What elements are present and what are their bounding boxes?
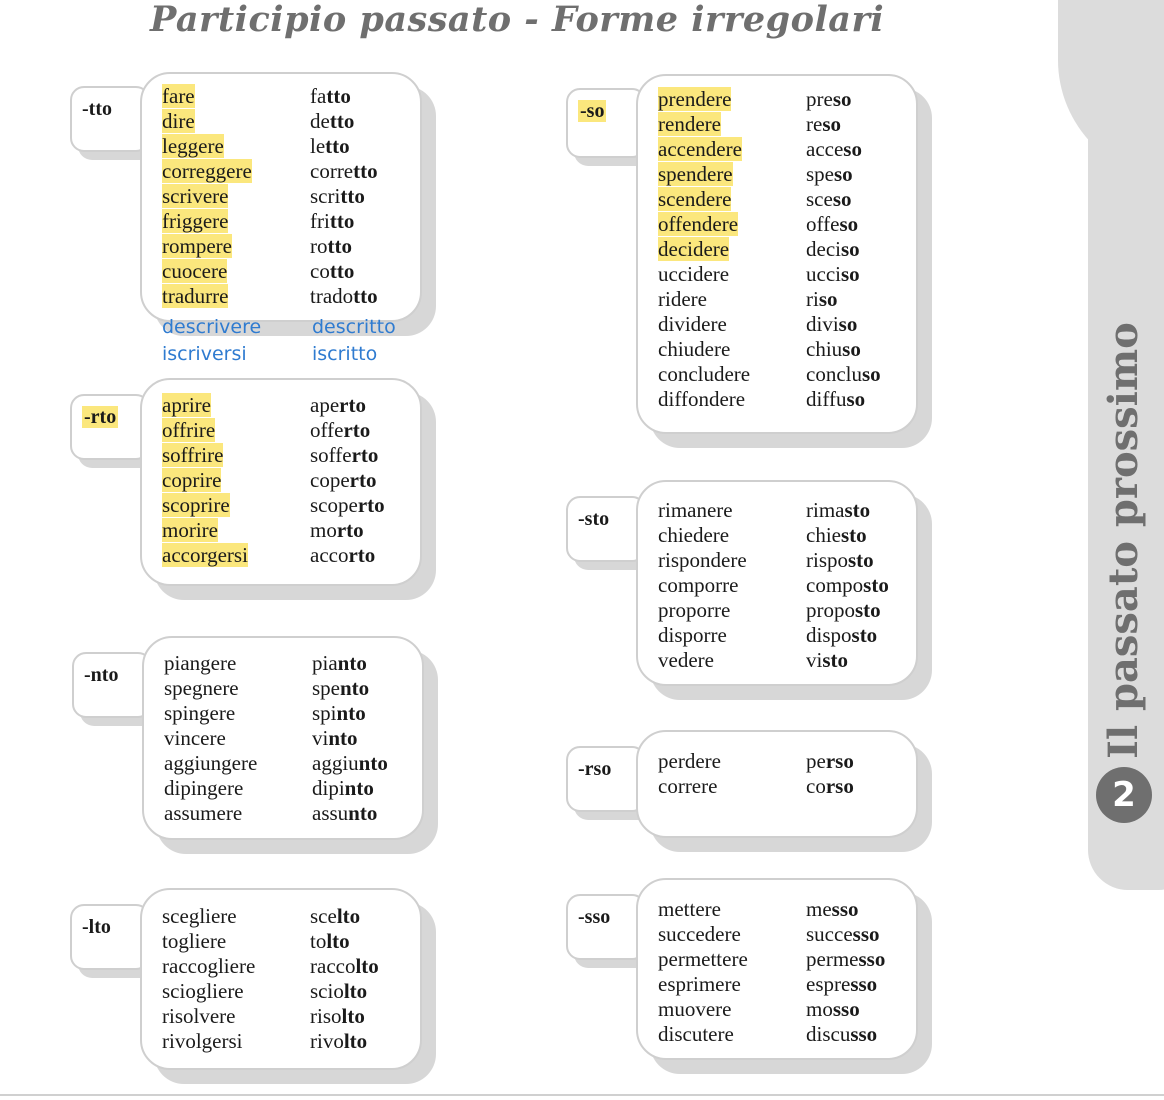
- infinitive: rispondere: [658, 548, 747, 572]
- participle: sceso: [806, 187, 852, 211]
- participle: chiuso: [806, 337, 861, 361]
- verb-list-rso: [658, 749, 854, 799]
- infinitive: comporre: [658, 573, 739, 597]
- verb-row: [162, 184, 378, 209]
- infinitive: dividere: [658, 312, 727, 336]
- infinitive: coprire: [162, 468, 222, 492]
- participle: pianto: [312, 651, 367, 675]
- chapter-label: Il passato prossimo: [1099, 321, 1147, 759]
- verb-row: [658, 287, 881, 312]
- verb-row: [164, 676, 388, 701]
- extra-verb-row: [162, 314, 396, 341]
- verb-row: [658, 262, 881, 287]
- group-label-sto: -sto: [566, 496, 646, 562]
- verb-row: [162, 159, 378, 184]
- infinitive: friggere: [162, 209, 229, 233]
- participle: vinto: [312, 726, 358, 750]
- participle: preso: [806, 87, 852, 111]
- verb-row: [164, 726, 388, 751]
- verb-row: [658, 187, 881, 212]
- participle: concluso: [806, 362, 881, 386]
- verb-row: [658, 212, 881, 237]
- verb-row: [164, 651, 388, 676]
- verb-list-so: [658, 87, 881, 412]
- infinitive: scoprire: [162, 493, 230, 517]
- verb-row: [164, 701, 388, 726]
- verb-row: [658, 312, 881, 337]
- participle: assunto: [312, 801, 378, 825]
- infinitive: cuocere: [162, 259, 228, 283]
- participle: scritto: [310, 184, 365, 208]
- participle: visto: [806, 648, 849, 672]
- verb-row: [162, 1029, 379, 1054]
- infinitive: tradurre: [162, 284, 229, 308]
- participle: proposto: [806, 598, 881, 622]
- infinitive: correre: [658, 774, 718, 798]
- group-label-rso: -rso: [566, 746, 646, 812]
- verb-row: [164, 751, 388, 776]
- infinitive: togliere: [162, 929, 227, 953]
- infinitive: fare: [162, 84, 195, 108]
- infinitive: offrire: [162, 418, 216, 442]
- verb-row: [162, 929, 379, 954]
- participle: corso: [806, 774, 854, 798]
- verb-row: [658, 997, 885, 1022]
- participle: rotto: [310, 234, 352, 258]
- participle: composto: [806, 573, 889, 597]
- participle: offerto: [310, 418, 371, 442]
- participle: diviso: [806, 312, 858, 336]
- participle: aperto: [310, 393, 366, 417]
- participle: rimasto: [806, 498, 871, 522]
- infinitive: perdere: [658, 749, 721, 773]
- infinitive: spingere: [164, 701, 236, 725]
- participle: sofferto: [310, 443, 379, 467]
- participle: risposto: [806, 548, 874, 572]
- participle: successo: [806, 922, 880, 946]
- group-label-so: -so: [566, 88, 646, 158]
- verb-row: [162, 284, 378, 309]
- verb-row: [658, 362, 881, 387]
- participle: accorto: [310, 543, 376, 567]
- infinitive: spendere: [658, 162, 733, 186]
- participle: perso: [806, 749, 854, 773]
- participle: tolto: [310, 929, 350, 953]
- verb-row: [162, 443, 385, 468]
- participle: discusso: [806, 1022, 878, 1046]
- participle: dipinto: [312, 776, 374, 800]
- verb-row: [658, 623, 889, 648]
- infinitive: vedere: [658, 648, 714, 672]
- participle: speso: [806, 162, 853, 186]
- verb-row: [162, 418, 385, 443]
- verb-list-tto: [162, 84, 378, 309]
- infinitive: leggere: [162, 134, 224, 158]
- participle: tradotto: [310, 284, 378, 308]
- verb-row: [658, 162, 881, 187]
- participle: chiesto: [806, 523, 867, 547]
- participle: fritto: [310, 209, 355, 233]
- verb-row: [162, 468, 385, 493]
- infinitive: rimanere: [658, 498, 733, 522]
- extra-verbs-tto: [162, 314, 396, 368]
- verb-row: [658, 498, 889, 523]
- participle: deciso: [806, 237, 860, 261]
- participle: acceso: [806, 137, 862, 161]
- infinitive: rompere: [162, 234, 232, 258]
- participle: descritto: [312, 316, 396, 338]
- participle: detto: [310, 109, 355, 133]
- verb-row: [658, 337, 881, 362]
- participle: morto: [310, 518, 364, 542]
- participle: ucciso: [806, 262, 860, 286]
- verb-row: [162, 979, 379, 1004]
- verb-row: [658, 87, 881, 112]
- infinitive: muovere: [658, 997, 732, 1021]
- participle: iscritto: [312, 343, 378, 365]
- infinitive: correggere: [162, 159, 252, 183]
- infinitive: accendere: [658, 137, 742, 161]
- participle: spinto: [312, 701, 366, 725]
- infinitive: aggiungere: [164, 751, 258, 775]
- verb-row: [162, 134, 378, 159]
- verb-row: [658, 897, 885, 922]
- verb-row: [162, 1004, 379, 1029]
- verb-row: [162, 259, 378, 284]
- bottom-rule: [0, 1094, 1164, 1096]
- participle: letto: [310, 134, 350, 158]
- participle: espresso: [806, 972, 878, 996]
- participle: offeso: [806, 212, 859, 236]
- verb-row: [162, 209, 378, 234]
- participle: disposto: [806, 623, 878, 647]
- infinitive: assumere: [164, 801, 243, 825]
- verb-row: [658, 1022, 885, 1047]
- infinitive: spegnere: [164, 676, 239, 700]
- verb-row: [162, 393, 385, 418]
- participle: corretto: [310, 159, 378, 183]
- infinitive: mettere: [658, 897, 721, 921]
- infinitive: scrivere: [162, 184, 229, 208]
- page-title: Participio passato - Forme irregolari: [150, 0, 885, 40]
- verb-list-sso: [658, 897, 885, 1047]
- verb-row: [162, 234, 378, 259]
- infinitive: dire: [162, 109, 195, 133]
- verb-row: [162, 518, 385, 543]
- participle: fatto: [310, 84, 351, 108]
- verb-row: [658, 137, 881, 162]
- verb-row: [658, 387, 881, 412]
- group-label-nto: -nto: [72, 652, 152, 718]
- verb-row: [658, 573, 889, 598]
- infinitive: decidere: [658, 237, 730, 261]
- chapter-number-badge: 2: [1096, 767, 1152, 823]
- infinitive: iscriversi: [162, 343, 247, 365]
- infinitive: discutere: [658, 1022, 734, 1046]
- verb-row: [164, 801, 388, 826]
- participle: cotto: [310, 259, 355, 283]
- infinitive: scegliere: [162, 904, 237, 928]
- infinitive: ridere: [658, 287, 707, 311]
- infinitive: descrivere: [162, 316, 262, 338]
- verb-row: [658, 749, 854, 774]
- participle: riso: [806, 287, 838, 311]
- verb-row: [658, 523, 889, 548]
- verb-list-sto: [658, 498, 889, 673]
- infinitive: diffondere: [658, 387, 746, 411]
- infinitive: chiudere: [658, 337, 731, 361]
- participle: coperto: [310, 468, 377, 492]
- verb-list-lto: [162, 904, 379, 1054]
- infinitive: rivolgersi: [162, 1029, 243, 1053]
- verb-row: [658, 112, 881, 137]
- verb-row: [658, 972, 885, 997]
- verb-row: [162, 84, 378, 109]
- participle: aggiunto: [312, 751, 388, 775]
- verb-row: [658, 598, 889, 623]
- verb-row: [658, 774, 854, 799]
- verb-row: [658, 648, 889, 673]
- verb-row: [162, 493, 385, 518]
- group-label-rto: -rto: [70, 394, 150, 460]
- participle: rivolto: [310, 1029, 368, 1053]
- participle: raccolto: [310, 954, 379, 978]
- infinitive: morire: [162, 518, 218, 542]
- participle: mosso: [806, 997, 860, 1021]
- infinitive: raccogliere: [162, 954, 256, 978]
- verb-list-rto: [162, 393, 385, 568]
- participle: spento: [312, 676, 370, 700]
- infinitive: disporre: [658, 623, 727, 647]
- infinitive: esprimere: [658, 972, 741, 996]
- infinitive: sciogliere: [162, 979, 244, 1003]
- verb-row: [162, 543, 385, 568]
- infinitive: vincere: [164, 726, 226, 750]
- group-label-lto: -lto: [70, 904, 150, 970]
- infinitive: dipingere: [164, 776, 244, 800]
- participle: scoperto: [310, 493, 385, 517]
- infinitive: concludere: [658, 362, 751, 386]
- infinitive: scendere: [658, 187, 732, 211]
- infinitive: piangere: [164, 651, 237, 675]
- infinitive: accorgersi: [162, 543, 248, 567]
- verb-row: [162, 109, 378, 134]
- verb-row: [658, 947, 885, 972]
- verb-row: [162, 954, 379, 979]
- participle: reso: [806, 112, 842, 136]
- infinitive: rendere: [658, 112, 721, 136]
- participle: permesso: [806, 947, 886, 971]
- participle: messo: [806, 897, 859, 921]
- infinitive: succedere: [658, 922, 741, 946]
- infinitive: permettere: [658, 947, 748, 971]
- verb-row: [658, 237, 881, 262]
- participle: diffuso: [806, 387, 866, 411]
- infinitive: offendere: [658, 212, 739, 236]
- group-label-sso: -sso: [566, 894, 646, 960]
- participle: sciolto: [310, 979, 368, 1003]
- verb-row: [164, 776, 388, 801]
- infinitive: risolvere: [162, 1004, 236, 1028]
- verb-row: [162, 904, 379, 929]
- infinitive: uccidere: [658, 262, 730, 286]
- infinitive: soffrire: [162, 443, 224, 467]
- infinitive: prendere: [658, 87, 732, 111]
- verb-row: [658, 548, 889, 573]
- infinitive: aprire: [162, 393, 211, 417]
- infinitive: proporre: [658, 598, 731, 622]
- verb-list-nto: [164, 651, 388, 826]
- group-label-tto: -tto: [70, 86, 150, 152]
- participle: risolto: [310, 1004, 365, 1028]
- verb-row: [658, 922, 885, 947]
- extra-verb-row: [162, 341, 396, 368]
- infinitive: chiedere: [658, 523, 730, 547]
- participle: scelto: [310, 904, 361, 928]
